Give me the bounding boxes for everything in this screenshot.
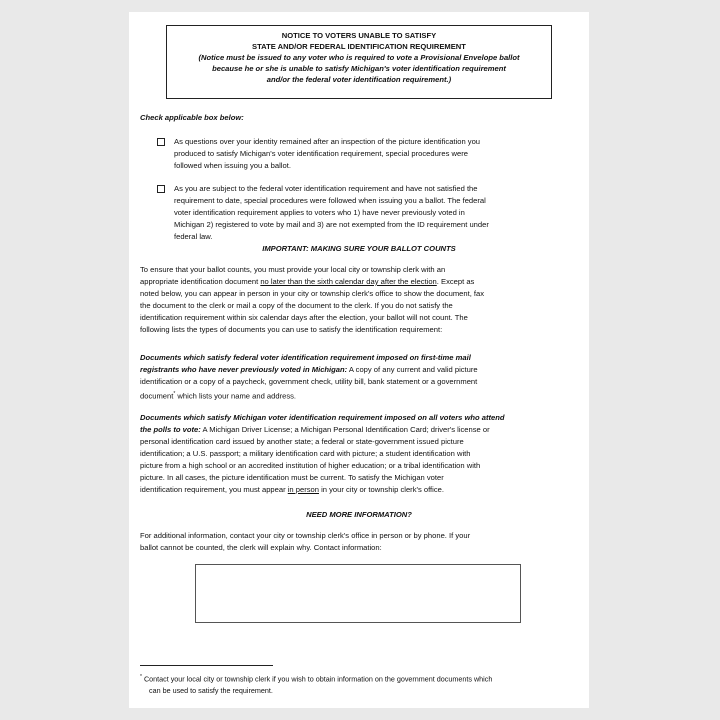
footnote <box>140 671 580 697</box>
text-span: . Except as <box>436 277 475 286</box>
ensure-ballot-paragraph <box>140 264 580 336</box>
text-span: A copy of any current and valid picture <box>347 365 478 374</box>
option-federal-requirement-text <box>174 183 574 243</box>
paragraph-line <box>140 388 580 403</box>
paragraph-line: ballot cannot be counted, the clerk will explain why. Contact information: <box>140 543 382 552</box>
text-span: document <box>140 391 174 401</box>
paragraph-line: noted below, you can appear in person in your city or township clerk's office to show the document, fax <box>140 289 485 298</box>
paragraph-line: identification or a copy of a paycheck, government check, utility bill, bank statement or a government <box>140 377 478 386</box>
text-span: identification requirement, you must appear <box>140 485 288 494</box>
notice-title-line1: NOTICE TO VOTERS UNABLE TO SATISFY <box>281 31 437 40</box>
notice-box <box>166 25 552 99</box>
paragraph-line: picture from a high school or an accredited institution of higher education; or a tribal identification with <box>140 461 481 470</box>
option-text-line: As you are subject to the federal voter identification requirement and have not satisfied the <box>174 184 478 193</box>
paragraph-line: the document to the clerk or mail a copy of the document to the clerk. If you do not satisfy the <box>140 301 453 310</box>
michigan-documents-paragraph <box>140 412 580 496</box>
deadline-underlined: no later than the sixth calendar day after the election <box>260 277 437 286</box>
info-paragraph <box>140 530 580 554</box>
footnote-marker: * <box>140 674 142 680</box>
option-text-line: voter identification requirement applies to voters who 1) have never previously voted in <box>174 208 465 217</box>
paragraph-line <box>140 424 580 436</box>
paragraph-line <box>140 484 580 496</box>
paragraph-line <box>140 412 580 424</box>
option-text-line: followed when issuing you a ballot. <box>174 161 291 170</box>
notice-title-line2: STATE AND/OR FEDERAL IDENTIFICATION REQUIREMENT <box>252 42 466 51</box>
bold-lead: Documents which satisfy Michigan voter identification requirement imposed on all voters who attend <box>140 413 505 422</box>
check-instructions: Check applicable box below: <box>140 113 244 122</box>
option-identity-questions-text <box>174 136 574 172</box>
footnote-line: can be used to satisfy the requirement. <box>149 686 273 696</box>
bold-lead: registrants who have never previously voted in Michigan: <box>140 365 348 374</box>
in-person-underlined: in person <box>287 485 319 494</box>
text-span: A Michigan Driver License; a Michigan Personal Identification Card; driver's license or <box>200 425 490 434</box>
checkbox-identity-questions[interactable] <box>157 138 165 146</box>
paragraph-line: For additional information, contact your city or township clerk's office in person or by phone. If your <box>140 531 471 540</box>
contact-information-box[interactable] <box>195 564 521 623</box>
notice-subtitle-line2: because he or she is unable to satisfy Michigan's voter identification requirement <box>212 64 506 73</box>
footnote-divider <box>140 665 273 666</box>
paragraph-line: following lists the types of documents you can use to satisfy the identification requirement: <box>140 325 443 334</box>
notice-subtitle-line1: (Notice must be issued to any voter who is required to vote a Provisional Envelope ballot <box>198 53 520 62</box>
notice-subtitle-line3: and/or the federal voter identification requirement.) <box>266 75 452 84</box>
important-heading: IMPORTANT: MAKING SURE YOUR BALLOT COUNTS <box>262 244 456 253</box>
option-text-line: Michigan 2) registered to vote by mail and 3) are not exempted from the ID requirement under <box>174 220 489 229</box>
paragraph-line <box>140 364 580 376</box>
paragraph-line: personal identification card issued by another state; a federal or state-government issued picture <box>140 437 464 446</box>
bold-lead: the polls to vote: <box>140 425 201 434</box>
text-span: in your city or township clerk's office. <box>319 485 444 494</box>
paragraph-line: To ensure that your ballot counts, you must provide your local city or township clerk with an <box>140 265 446 274</box>
footnote-marker: * <box>173 391 176 397</box>
paragraph-line: identification; a U.S. passport; a military identification card with picture; a student identification with <box>140 449 471 458</box>
document-page <box>129 12 589 708</box>
checkbox-federal-requirement[interactable] <box>157 185 165 193</box>
federal-documents-paragraph <box>140 352 580 403</box>
more-info-heading: NEED MORE INFORMATION? <box>306 510 412 519</box>
paragraph-line <box>140 276 580 288</box>
text-span: Contact your local city or township clerk if you wish to obtain information on the government documents which <box>141 674 493 684</box>
paragraph-line <box>140 352 580 364</box>
footnote-line <box>140 671 580 685</box>
text-span: which lists your name and address. <box>175 391 297 401</box>
paragraph-line: identification requirement within six calendar days after the election, your ballot will not count. The <box>140 313 468 322</box>
bold-lead: Documents which satisfy federal voter identification requirement imposed on first-time mail <box>140 353 471 362</box>
text-span: appropriate identification document <box>140 277 261 286</box>
option-text-line: produced to satisfy Michigan's voter identification requirement, special procedures were <box>174 149 468 158</box>
option-text-line: As questions over your identity remained after an inspection of the picture identification you <box>174 137 481 146</box>
paragraph-line: picture. In all cases, the picture identification must be current. To satisfy the Michigan voter <box>140 473 444 482</box>
option-text-line: requirement to date, special procedures were followed when issuing you a ballot. The federal <box>174 196 486 205</box>
option-text-line: federal law. <box>174 232 213 241</box>
